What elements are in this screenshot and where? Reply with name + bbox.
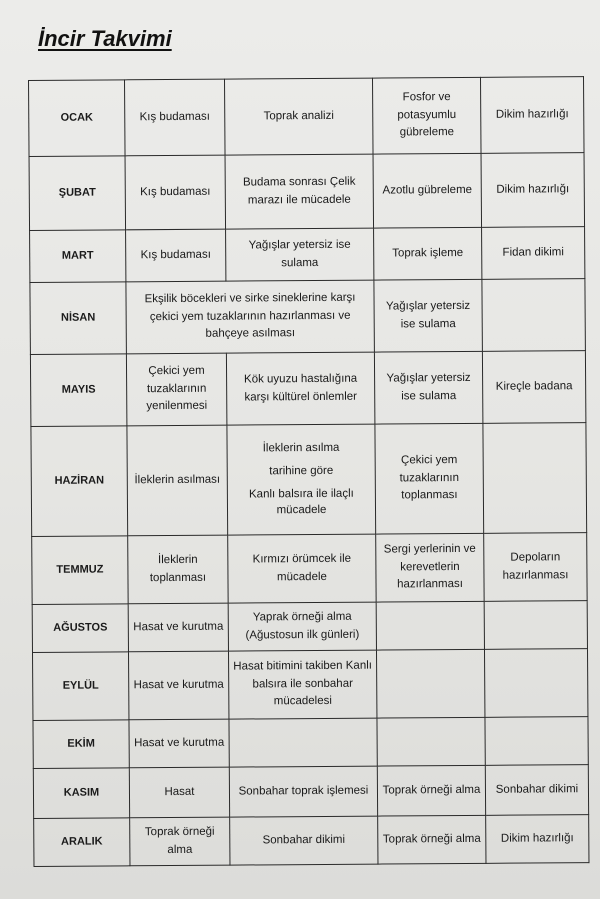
table-cell: Çekici yem tuzaklarının yenilenmesi — [126, 353, 227, 426]
table-row — [32, 601, 587, 653]
table-row — [32, 649, 587, 721]
table-cell: Yağışlar yetersiz ise sulama — [374, 351, 483, 424]
month-cell: KASIM — [33, 768, 129, 819]
table-cell: Dikim hazırlığı — [481, 153, 585, 228]
table-cell: Sergi yerlerinin ve kerevetlerin hazırlanması — [376, 533, 484, 602]
table-cell: Hasat bitimini takiben Kanlı balsıra ile sonbahar mücadelesi — [228, 650, 376, 719]
table-cell: Fidan dikimi — [482, 227, 585, 280]
table-row — [30, 227, 585, 283]
table-cell: Toprak örneği alma — [378, 815, 486, 864]
month-cell: EYLÜL — [32, 652, 128, 721]
month-cell: MART — [30, 230, 126, 283]
table-cell: Hasat ve kurutma — [128, 651, 228, 720]
table-cell: Yaprak örneği alma (Ağustosun ilk günleri) — [228, 602, 376, 651]
fig-calendar-table — [28, 76, 589, 867]
table-cell — [227, 424, 376, 535]
table-cell: Dikim hazırlığı — [486, 815, 589, 864]
table-row — [30, 279, 585, 355]
table-cell — [485, 717, 588, 766]
table-row — [33, 717, 588, 769]
table-cell: İleklerin asılması — [127, 425, 228, 536]
table-cell: Sonbahar toprak işlemesi — [229, 766, 377, 817]
table-row — [32, 533, 587, 605]
table-cell: Kireçle badana — [482, 351, 586, 424]
month-cell: HAZİRAN — [31, 426, 128, 537]
table-cell: Hasat ve kurutma — [128, 603, 228, 652]
table-cell: Kış budaması — [125, 155, 226, 230]
table-row — [33, 765, 588, 819]
table-cell — [484, 601, 587, 650]
month-cell: MAYIS — [30, 354, 127, 427]
table-cell: Depoların hazırlanması — [484, 533, 587, 602]
table-cell: Kış budaması — [125, 79, 226, 156]
table-cell: İleklerin toplanması — [128, 535, 228, 604]
table-row — [30, 351, 585, 427]
table-cell: Kök uyuzu hastalığına karşı kültürel önlemler — [226, 352, 374, 425]
table-cell: Toprak örneği alma — [377, 765, 485, 816]
table-row — [31, 423, 587, 537]
table-cell: Hasat — [129, 767, 229, 818]
table-cell — [483, 423, 587, 534]
month-cell: OCAK — [29, 80, 126, 157]
table-cell — [377, 717, 485, 766]
table-cell: Kırmızı örümcek ile mücadele — [228, 534, 376, 603]
table-cell: Dikim hazırlığı — [480, 77, 584, 154]
table-cell — [376, 649, 484, 718]
table-cell: Sonbahar dikimi — [485, 765, 588, 816]
table-cell: Toprak analizi — [224, 78, 373, 155]
table-cell: Budama sonrası Çelik marazı ile mücadele — [225, 154, 374, 229]
cell-line: tarihine göre — [269, 464, 334, 478]
table-cell — [484, 649, 587, 718]
table-cell: Yağışlar yetersiz ise sulama — [226, 228, 374, 281]
table-row — [29, 77, 585, 157]
month-cell: TEMMUZ — [32, 536, 128, 605]
table-cell: Yağışlar yetersiz ise sulama — [374, 279, 483, 352]
page-title: İncir Takvimi — [38, 26, 172, 51]
table-cell: Fosfor ve potasyumlu gübreleme — [372, 77, 481, 154]
month-cell: NİSAN — [30, 282, 127, 355]
table-row — [29, 153, 585, 231]
table-cell — [376, 601, 484, 650]
table-cell — [482, 279, 586, 352]
table-cell: Toprak örneği alma — [130, 817, 230, 866]
cell-line: Kanlı balsıra ile ilaçlı mücadele — [248, 487, 354, 517]
table-cell — [229, 718, 377, 767]
table-cell: Azotlu gübreleme — [373, 153, 482, 228]
table-cell: Toprak işleme — [374, 227, 482, 280]
month-cell: ARALIK — [34, 818, 130, 867]
table-cell: Hasat ve kurutma — [129, 719, 229, 768]
table-cell: Sonbahar dikimi — [230, 816, 378, 865]
month-cell: AĞUSTOS — [32, 604, 128, 653]
month-cell: ŞUBAT — [29, 156, 126, 231]
table-cell: Ekşilik böcekleri ve sirke sineklerine karşı çekici yem tuzaklarının hazırlanması ve bahçeye asılması — [126, 280, 374, 354]
table-cell: Kış budaması — [126, 229, 226, 282]
month-cell: EKİM — [33, 720, 129, 769]
cell-line: İleklerin asılma — [262, 441, 340, 455]
table-cell: Çekici yem tuzaklarının toplanması — [375, 423, 484, 534]
table-row — [34, 815, 589, 867]
